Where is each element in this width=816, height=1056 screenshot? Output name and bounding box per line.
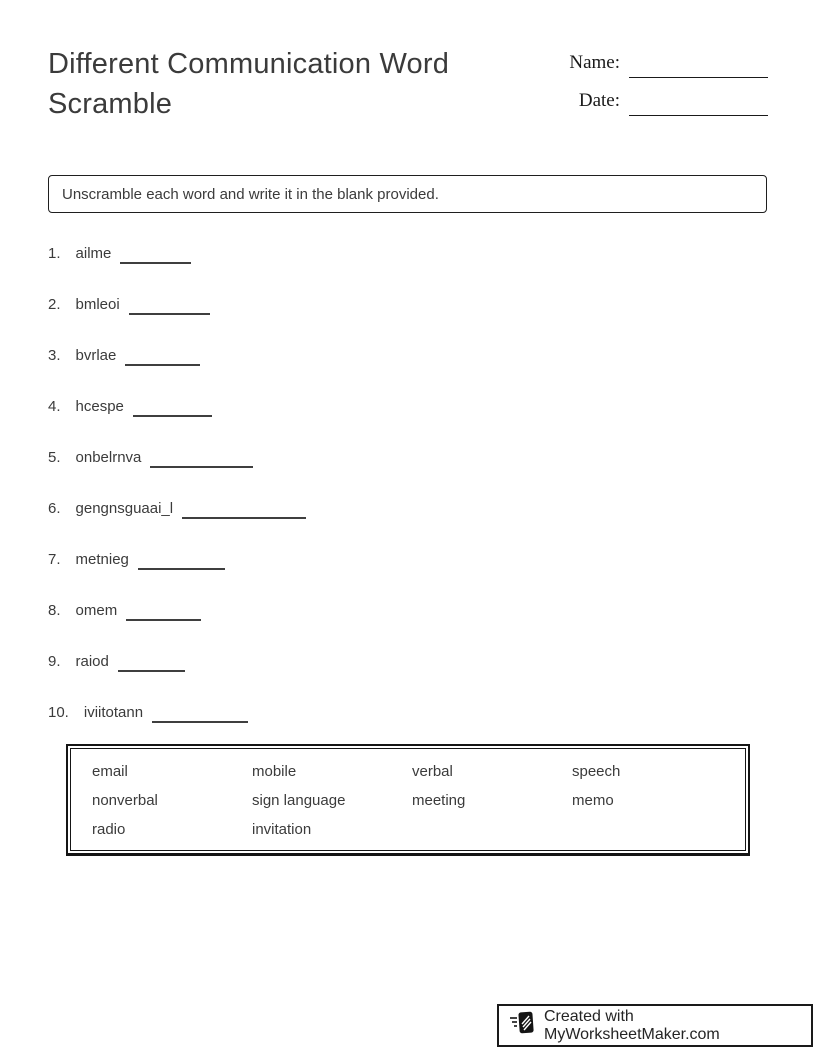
worksheet-maker-logo-icon xyxy=(509,1010,537,1041)
word-bank-item: speech xyxy=(572,763,621,780)
item-number: 2. xyxy=(48,296,61,313)
scramble-item xyxy=(48,652,748,672)
scrambled-word: hcespe xyxy=(75,398,124,415)
date-label: Date: xyxy=(578,90,620,111)
scramble-item xyxy=(48,550,748,570)
name-label: Name: xyxy=(569,52,620,73)
scrambled-word: raiod xyxy=(75,653,109,670)
answer-blank-line xyxy=(120,243,191,264)
scrambled-word: omem xyxy=(75,602,118,619)
footer-credit-text: Created with MyWorksheetMaker.com xyxy=(544,1007,720,1043)
word-bank-box xyxy=(66,744,750,856)
item-number: 5. xyxy=(48,449,61,466)
answer-blank-line xyxy=(152,702,248,723)
word-bank-grid xyxy=(70,748,746,851)
word-bank-item: verbal xyxy=(412,763,453,780)
scrambled-word: bvrlae xyxy=(75,347,117,364)
item-number: 4. xyxy=(48,398,61,415)
scrambled-word: metnieg xyxy=(75,551,129,568)
scramble-list xyxy=(48,244,748,754)
item-number: 10. xyxy=(48,704,69,721)
name-row xyxy=(552,48,768,78)
scrambled-word: bmleoi xyxy=(75,296,120,313)
item-number: 1. xyxy=(48,245,61,262)
word-bank-item: meeting xyxy=(412,792,466,809)
item-number: 3. xyxy=(48,347,61,364)
word-bank-item: nonverbal xyxy=(92,792,158,809)
answer-blank-line xyxy=(125,345,200,366)
answer-blank-line xyxy=(182,498,306,519)
answer-blank-line xyxy=(138,549,225,570)
scramble-item xyxy=(48,346,748,366)
date-blank-line xyxy=(629,91,768,116)
answer-blank-line xyxy=(133,396,212,417)
scramble-item xyxy=(48,397,748,417)
word-bank-item: mobile xyxy=(252,763,297,780)
name-date-block xyxy=(552,48,768,124)
word-bank-item: sign language xyxy=(252,792,346,809)
item-number: 7. xyxy=(48,551,61,568)
item-number: 9. xyxy=(48,653,61,670)
page-title: Different Communication Word Scramble xyxy=(48,48,450,120)
answer-blank-line xyxy=(150,447,253,468)
scramble-item xyxy=(48,244,748,264)
scramble-item xyxy=(48,703,748,723)
date-row xyxy=(552,86,768,116)
scramble-item xyxy=(48,601,748,621)
scrambled-word: onbelrnva xyxy=(75,449,142,466)
instructions-text: Unscramble each word and write it in the blank provided. xyxy=(62,185,439,203)
word-bank-item: radio xyxy=(92,821,126,838)
word-bank-item: memo xyxy=(572,792,614,809)
answer-blank-line xyxy=(118,651,185,672)
word-bank-item: invitation xyxy=(252,821,312,838)
scramble-item xyxy=(48,295,748,315)
scrambled-word: iviitotann xyxy=(83,704,144,721)
item-number: 6. xyxy=(48,500,61,517)
answer-blank-line xyxy=(126,600,201,621)
instructions-box xyxy=(48,175,767,213)
scrambled-word: ailme xyxy=(75,245,112,262)
answer-blank-line xyxy=(129,294,210,315)
item-number: 8. xyxy=(48,602,61,619)
name-blank-line xyxy=(629,53,768,78)
word-bank-item: email xyxy=(92,763,128,780)
footer-credit-box xyxy=(497,1004,813,1047)
scramble-item xyxy=(48,499,748,519)
scrambled-word: gengnsguaai_l xyxy=(75,500,174,517)
scramble-item xyxy=(48,448,748,468)
